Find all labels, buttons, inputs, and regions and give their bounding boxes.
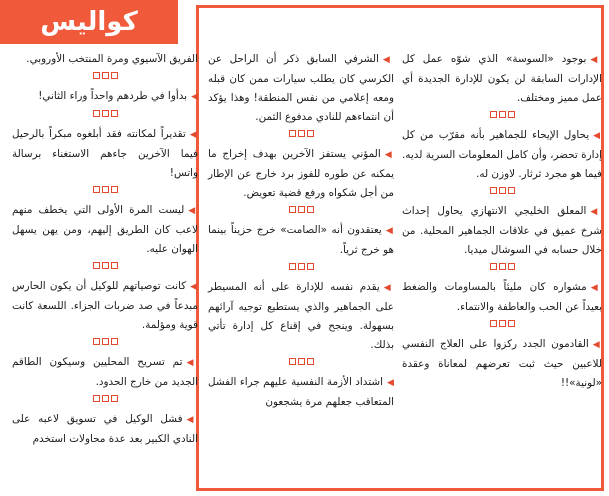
- separator-square-icon: [499, 320, 506, 327]
- column-right: [402, 50, 602, 395]
- separator-square-icon: [289, 263, 296, 270]
- news-item-text: تم تسريح المحليين وسيكون الطاقم الجديد من خارج الحدود.: [12, 356, 198, 388]
- item-separator: [208, 205, 394, 217]
- separator-square-icon: [93, 186, 100, 193]
- separator-square-icon: [111, 186, 118, 193]
- separator-square-icon: [298, 358, 305, 365]
- separator-square-icon: [508, 187, 515, 194]
- bullet-arrow-icon: ◀: [386, 378, 394, 388]
- news-item-text: المؤني يستفز الآخرين بهدف إخراج ما يمكنه عن طوره للفوز برد خارج عن الإطار من أجل شكواه ورفع قضية تعويض.: [208, 148, 394, 199]
- separator-square-icon: [307, 358, 314, 365]
- separator-square-icon: [111, 72, 118, 79]
- item-separator: [12, 185, 198, 197]
- separator-square-icon: [298, 130, 305, 137]
- separator-square-icon: [289, 130, 296, 137]
- news-item: [208, 145, 394, 203]
- separator-square-icon: [102, 395, 109, 402]
- news-item: [12, 201, 198, 259]
- news-item: [12, 277, 198, 335]
- news-item: [402, 335, 602, 393]
- separator-square-icon: [307, 130, 314, 137]
- separator-square-icon: [490, 187, 497, 194]
- separator-square-icon: [102, 262, 109, 269]
- item-separator: [208, 262, 394, 274]
- separator-square-icon: [298, 263, 305, 270]
- separator-square-icon: [499, 263, 506, 270]
- separator-square-icon: [93, 72, 100, 79]
- item-separator: [402, 319, 602, 331]
- news-item: [12, 50, 198, 69]
- news-item: [12, 87, 198, 107]
- bullet-arrow-icon: ◀: [189, 130, 199, 140]
- separator-square-icon: [111, 338, 118, 345]
- item-separator: [12, 261, 198, 273]
- news-item-text: يقدم نفسه للإدارة على أنه المسيطر على الجماهير والذي يستطيع توجيه آرائهم بسهولة. وينجح في إقناع كل إدارة تأتي بذلك.: [208, 281, 394, 351]
- separator-square-icon: [111, 110, 118, 117]
- bullet-arrow-icon: ◀: [188, 206, 198, 216]
- news-item: [208, 278, 394, 355]
- section-title: كواليس: [0, 0, 178, 44]
- news-item-text: يعتقدون أنه «الصامت» خرج حزيناً بينما هو خرج ثرياً.: [208, 224, 394, 256]
- separator-square-icon: [102, 72, 109, 79]
- separator-square-icon: [490, 111, 497, 118]
- separator-square-icon: [508, 263, 515, 270]
- separator-square-icon: [102, 110, 109, 117]
- news-item-text: بوجود «السوسة» الذي شوّه عمل كل الإدارات السابقة لن يكون للإدارة الجديدة أي عمل مميز ومختلف.: [402, 53, 602, 104]
- news-item-text: المعلق الخليجي الانتهازي يحاول إحداث شرخ عميق في علاقات الجماهير المحلية. من خلال حسابه في السوشال ميديا.: [402, 205, 602, 256]
- news-item: [402, 50, 602, 108]
- news-item-text: الشرفي السابق ذكر أن الراحل عن الكرسي كان يطلب سيارات ممن كان قبله ومعه إعلامي من نفس المنطقة! وهذا يؤكد أن انتماءهم للنادي مدفوع الثمن.: [208, 53, 394, 123]
- bullet-arrow-icon: ◀: [191, 92, 198, 102]
- news-item: [402, 278, 602, 317]
- news-item: [208, 373, 394, 412]
- news-item-text: فشل الوكيل في تسويق لاعبه على النادي الكبير بعد عدة محاولات استخدم: [12, 413, 198, 445]
- column-middle: [208, 50, 394, 414]
- separator-square-icon: [93, 395, 100, 402]
- item-separator: [12, 337, 198, 349]
- bullet-arrow-icon: ◀: [590, 55, 602, 65]
- news-item: [12, 125, 198, 183]
- separator-square-icon: [102, 186, 109, 193]
- news-item: [12, 410, 198, 449]
- news-item-text: كانت توصياتهم للوكيل أن يكون الحارس مبدعاً في صد ضربات الجزاء. اللسعة كانت قوية ومؤلمة.: [12, 280, 198, 331]
- separator-square-icon: [499, 187, 506, 194]
- separator-square-icon: [289, 206, 296, 213]
- news-item-text: يحاول الإيحاء للجماهير بأنه مقرّب من كل إدارة تحضر، وأن كامل المعلومات السرية لديه. فيما هو مجرد ثرثار. لاوزن له.: [402, 129, 602, 180]
- separator-square-icon: [508, 320, 515, 327]
- bullet-arrow-icon: ◀: [590, 207, 602, 217]
- separator-square-icon: [102, 338, 109, 345]
- item-separator: [402, 110, 602, 122]
- bullet-arrow-icon: ◀: [190, 282, 199, 292]
- news-item-text: مشواره كان مليئاً بالمساومات والضغط بعيداً عن الحب والعاطفة والانتماء.: [402, 281, 602, 313]
- item-separator: [12, 71, 198, 83]
- news-item-text: الفريق الآسيوي ومرة المنتخب الأوروبي.: [26, 53, 198, 65]
- bullet-arrow-icon: ◀: [186, 415, 199, 425]
- news-item: [402, 202, 602, 260]
- separator-square-icon: [490, 320, 497, 327]
- item-separator: [208, 129, 394, 141]
- news-item-text: بدأوا في طردهم واحداً وراء الثاني!: [38, 90, 188, 102]
- item-separator: [402, 262, 602, 274]
- bullet-arrow-icon: ◀: [593, 131, 602, 141]
- column-left: [12, 50, 198, 451]
- news-item: [12, 353, 198, 392]
- separator-square-icon: [111, 395, 118, 402]
- news-item-text: القادمون الجدد ركزوا على العلاج النفسي للاعبين حيث ثبت تعرضهم لمعاناة وعقدة «لونية»!!: [402, 338, 602, 389]
- separator-square-icon: [111, 262, 118, 269]
- bullet-arrow-icon: ◀: [383, 283, 394, 293]
- item-separator: [402, 186, 602, 198]
- item-separator: [208, 357, 394, 369]
- separator-square-icon: [298, 206, 305, 213]
- separator-square-icon: [289, 358, 296, 365]
- bullet-arrow-icon: ◀: [382, 55, 394, 65]
- news-item-text: ليست المرة الأولى التي يخطف منهم لاعب كان الطريق إليهم، ومن يهن يسهل الهوان عليه.: [12, 204, 198, 255]
- separator-square-icon: [93, 110, 100, 117]
- separator-square-icon: [307, 206, 314, 213]
- news-item-text: تقديراً لمكانته فقد أبلغوه مبكراً بالرحيل فيما الآخرين جاءهم الاستغناء برسالة واتس!: [12, 128, 198, 179]
- news-item: [208, 50, 394, 127]
- bullet-arrow-icon: ◀: [186, 358, 198, 368]
- bullet-arrow-icon: ◀: [384, 150, 394, 160]
- item-separator: [12, 109, 198, 121]
- bullet-arrow-icon: ◀: [592, 340, 603, 350]
- news-item: [208, 221, 394, 260]
- bullet-arrow-icon: ◀: [385, 226, 395, 236]
- separator-square-icon: [307, 263, 314, 270]
- separator-square-icon: [490, 263, 497, 270]
- news-item: [402, 126, 602, 184]
- separator-square-icon: [508, 111, 515, 118]
- separator-square-icon: [499, 111, 506, 118]
- separator-square-icon: [93, 338, 100, 345]
- item-separator: [12, 394, 198, 406]
- news-item-text: اشتداد الأزمة النفسية عليهم جراء الفشل المتعاقب جعلهم مرة يشجعون: [208, 376, 394, 408]
- separator-square-icon: [93, 262, 100, 269]
- bullet-arrow-icon: ◀: [590, 283, 603, 293]
